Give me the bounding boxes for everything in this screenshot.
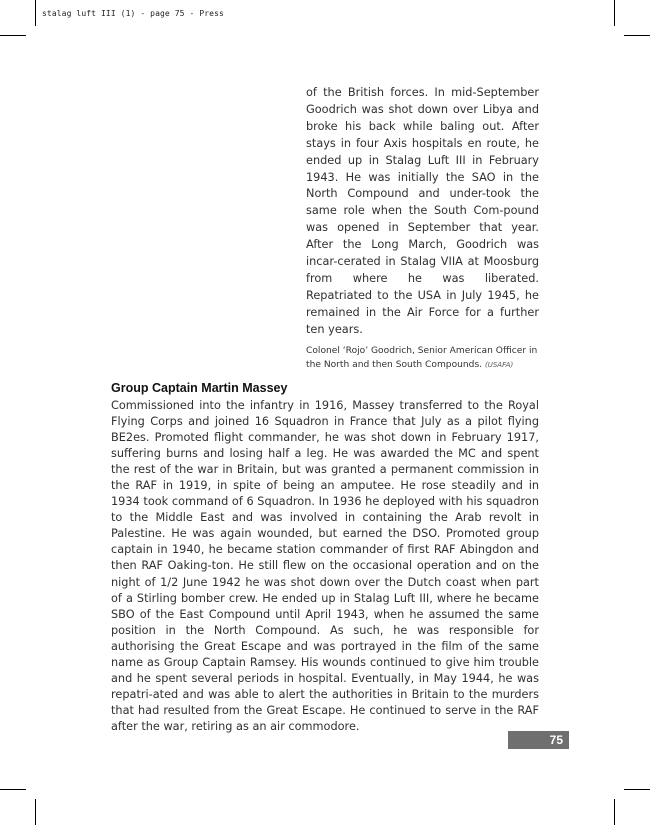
caption-credit: (USAFA)	[484, 360, 514, 369]
crop-mark-top-right-vertical	[614, 0, 615, 26]
crop-mark-bottom-right-vertical	[614, 799, 615, 825]
crop-mark-top-right-horizontal	[624, 35, 650, 36]
crop-mark-bottom-left-vertical	[35, 799, 36, 825]
goodrich-continued-paragraph: of the British forces. In mid-September Goodrich was shot down over Libya and broke his back while baling out. After stays in four Axis hospitals en route, he ended up in Stalag Luft III in February 1943. He was initially the SAO in the North Compound and under-took the same role when the South Com-pound was opened in September that year. After the Long March, Goodrich was incar-cerated in Stalag VIIA at Moosburg from where he was liberated. Repatriated to the USA in July 1945, he remained in the Air Force for a further ten years.	[306, 86, 539, 336]
page-number: 75	[508, 731, 569, 749]
crop-mark-bottom-left-horizontal	[0, 789, 26, 790]
massey-biography-paragraph: Commissioned into the infantry in 1916, Massey transferred to the Royal Flying Corps and joined 16 Squadron in France that July as a pilot flying BE2es. Promoted flight commander, he was shot down in February 1917, suffering burns and losing half a leg. He was awarded the MC and spent the rest of the war in Britain, but was granted a permanent commission in the RAF in 1919, in spite of being an amputee. He rose steadily and in 1934 took command of 6 Squadron. In 1936 he deployed with his squadron to the Middle East and was involved in containing the Arab revolt in Palestine. He was again wounded, but earned the DSO. Promoted group captain in 1940, he became station commander of first RAF Abingdon and then RAF Oaking-ton. He still flew on the occasional operation and on the night of 1/2 June 1942 he was shot down over the Dutch coast when part of a Stirling bomber crew. He ended up in Stalag Luft III, where he became SBO of the East Compound until April 1943, when he assumed the same position in the North Compound. As such, he was responsible for authorising the Great Escape and was portrayed in the film of the same name as Group Captain Ramsey. His wounds continued to give him trouble and he spent several periods in hospital. Eventually, in May 1944, he was repatri-ated and was able to alert the authorities in Britain to the murders that had resulted from the Great Escape. He continued to serve in the RAF after the war, retiring as an air commodore.	[111, 399, 539, 733]
section-heading: Group Captain Martin Massey	[111, 381, 288, 395]
print-slug: stalag luft III (1) - page 75 - Press	[42, 9, 224, 18]
photo-caption	[306, 345, 542, 372]
crop-mark-top-left-horizontal	[0, 35, 26, 36]
crop-mark-top-left-vertical	[35, 0, 36, 26]
crop-mark-bottom-right-horizontal	[624, 789, 650, 790]
caption-text: Colonel ‘Rojo’ Goodrich, Senior American Officer in the North and then South Compounds.	[306, 346, 538, 370]
